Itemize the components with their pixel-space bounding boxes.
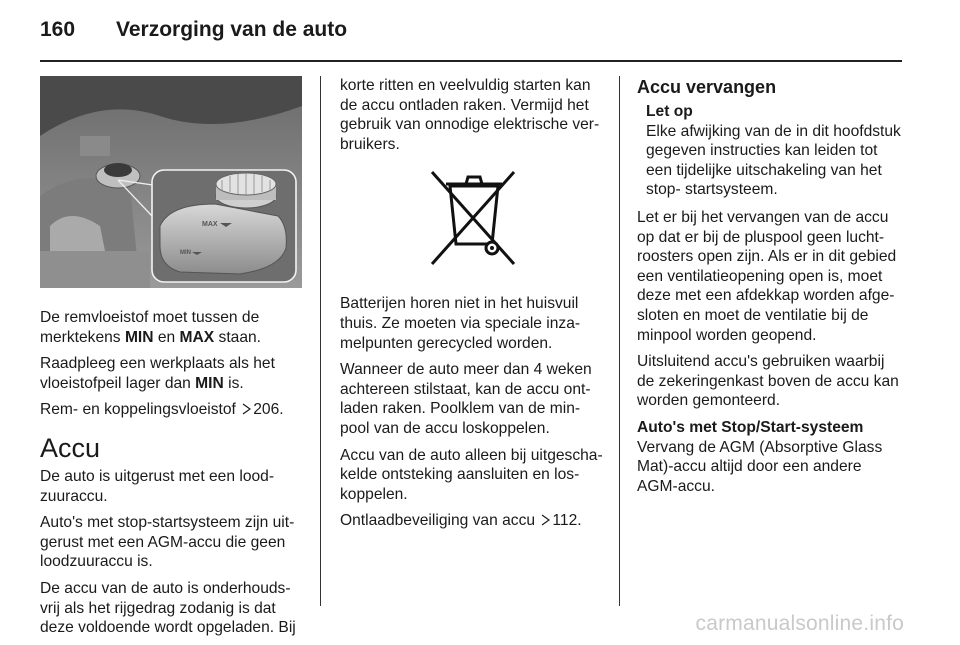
column-2 bbox=[340, 76, 604, 538]
brake-fluid-reservoir-photo bbox=[40, 76, 302, 288]
paragraph: Auto's met stop-startsysteem zijn uit-gerust met een AGM-accu die geen loodzuuraccu is. bbox=[40, 514, 295, 571]
section-heading: Accu bbox=[40, 432, 101, 463]
page-reference-arrow-icon bbox=[242, 403, 251, 415]
watermark: carmanualsonline.info bbox=[695, 612, 904, 635]
paragraph: Vervang de AGM (Absorptive Glass Mat)-accu altijd door een andere AGM-accu. bbox=[637, 438, 883, 495]
max-mark-label: MAX bbox=[202, 221, 218, 228]
section-heading: Accu vervangen bbox=[637, 77, 777, 97]
page-reference-link[interactable]: 206. bbox=[253, 401, 284, 419]
min-mark-label: MIN bbox=[180, 250, 191, 256]
page-title: Verzorging van de auto bbox=[116, 18, 348, 41]
paragraph: korte ritten en veelvuldig starten kan de accu ontladen raken. Vermijd het gebruik van onnodige elektrische ver-bruikers. bbox=[340, 77, 600, 153]
crossed-out-wheelie-bin-icon bbox=[422, 166, 522, 272]
paragraph: Raadpleeg een werkplaats als het vloeistofpeil lager dan MIN is. bbox=[40, 355, 275, 392]
column-1 bbox=[40, 76, 302, 645]
paragraph: De remvloeistof moet tussen de merktekens MIN en MAX staan. bbox=[40, 309, 262, 346]
note-heading: Let op bbox=[646, 103, 693, 120]
paragraph: Accu van de auto alleen bij uitgescha-kelde ontsteking aansluiten en los-koppelen. bbox=[340, 446, 603, 503]
note-box bbox=[637, 102, 901, 200]
note-body: Elke afwijking van de in dit hoofdstuk gegeven instructies kan leiden tot een tijdelijke uitschakeling van het stop- startsysteem. bbox=[646, 122, 901, 199]
column-divider bbox=[320, 76, 321, 606]
paragraph: Uitsluitend accu's gebruiken waarbij de zekeringenkast boven de accu kan worden gemonteerd. bbox=[637, 353, 899, 410]
column-3 bbox=[637, 76, 901, 503]
page-header bbox=[40, 18, 347, 42]
page-reference-arrow-icon bbox=[541, 514, 550, 526]
paragraph: Wanneer de auto meer dan 4 weken achtereen stilstaat, kan de accu ont-laden raken. Poolklem van de min-pool van de accu loskoppelen. bbox=[340, 361, 592, 437]
paragraph: Let er bij het vervangen van de accu op dat er bij de pluspool geen lucht-roosters open zijn. Als er in dit gebied een ventilatieopening open is, moet deze met een afdekkap worden afge-sloten en moet de ventilatie bij de minpool worden geopend. bbox=[637, 208, 897, 344]
page-number: 160 bbox=[40, 18, 76, 41]
subheading: Auto's met Stop/Start-systeem bbox=[637, 418, 864, 436]
paragraph-with-reference: Ontlaadbeveiliging van accu 112. bbox=[340, 512, 582, 530]
paragraph: Batterijen horen niet in het huisvuil thuis. Ze moeten via speciale inza-melpunten gerecycled worden. bbox=[340, 295, 581, 352]
page-reference-link[interactable]: 112. bbox=[552, 512, 582, 530]
header-rule bbox=[40, 60, 902, 62]
paragraph: De auto is uitgerust met een lood-zuuraccu. bbox=[40, 467, 275, 505]
paragraph: De accu van de auto is onderhouds-vrij als het rijgedrag zodanig is dat deze voldoende wordt opgeladen. Bij bbox=[40, 579, 296, 637]
column-divider bbox=[619, 76, 620, 606]
paragraph-with-reference: Rem- en koppelingsvloeistof 206. bbox=[40, 401, 284, 419]
